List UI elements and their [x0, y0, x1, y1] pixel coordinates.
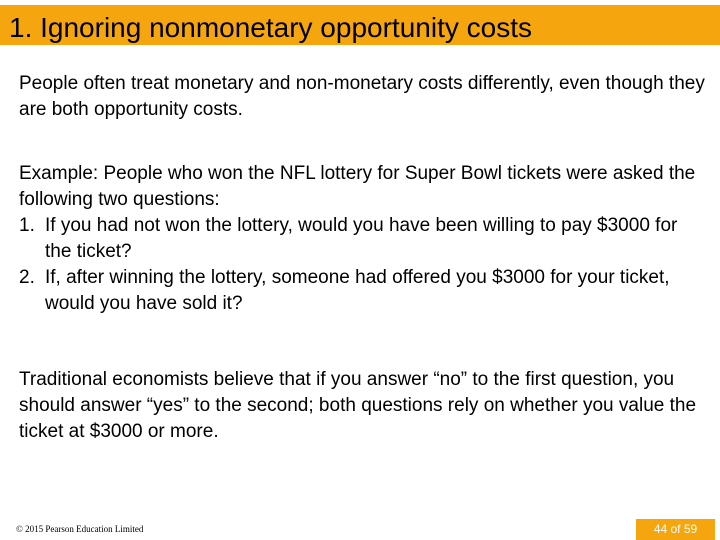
slide-title: 1. Ignoring nonmonetary opportunity costs	[9, 12, 532, 43]
example-block	[19, 161, 709, 317]
paragraph-opportunity-costs: People often treat monetary and non-monetary costs differently, even though they are both opportunity costs.	[19, 73, 705, 120]
example-intro: Example: People who won the NFL lottery for Super Bowl tickets were asked the following two questions:	[19, 163, 696, 210]
question-item	[19, 213, 709, 265]
page-number: 44 of 59	[636, 519, 715, 540]
question-number: 1.	[19, 215, 35, 236]
paragraph-traditional-economists: Traditional economists believe that if you answer “no” to the first question, you should answer “yes” to the second; both questions rely on whether you value the ticket at $3000 or more.	[19, 369, 697, 442]
question-item	[19, 265, 709, 317]
question-number: 2.	[19, 267, 35, 288]
title-rule	[0, 45, 720, 48]
title-bar	[0, 5, 720, 45]
copyright-notice: © 2015 Pearson Education Limited	[16, 524, 144, 534]
question-text: If, after winning the lottery, someone had offered you $3000 for your ticket, would you have sold it?	[45, 267, 670, 314]
question-text: If you had not won the lottery, would you have been willing to pay $3000 for the ticket?	[45, 215, 678, 262]
